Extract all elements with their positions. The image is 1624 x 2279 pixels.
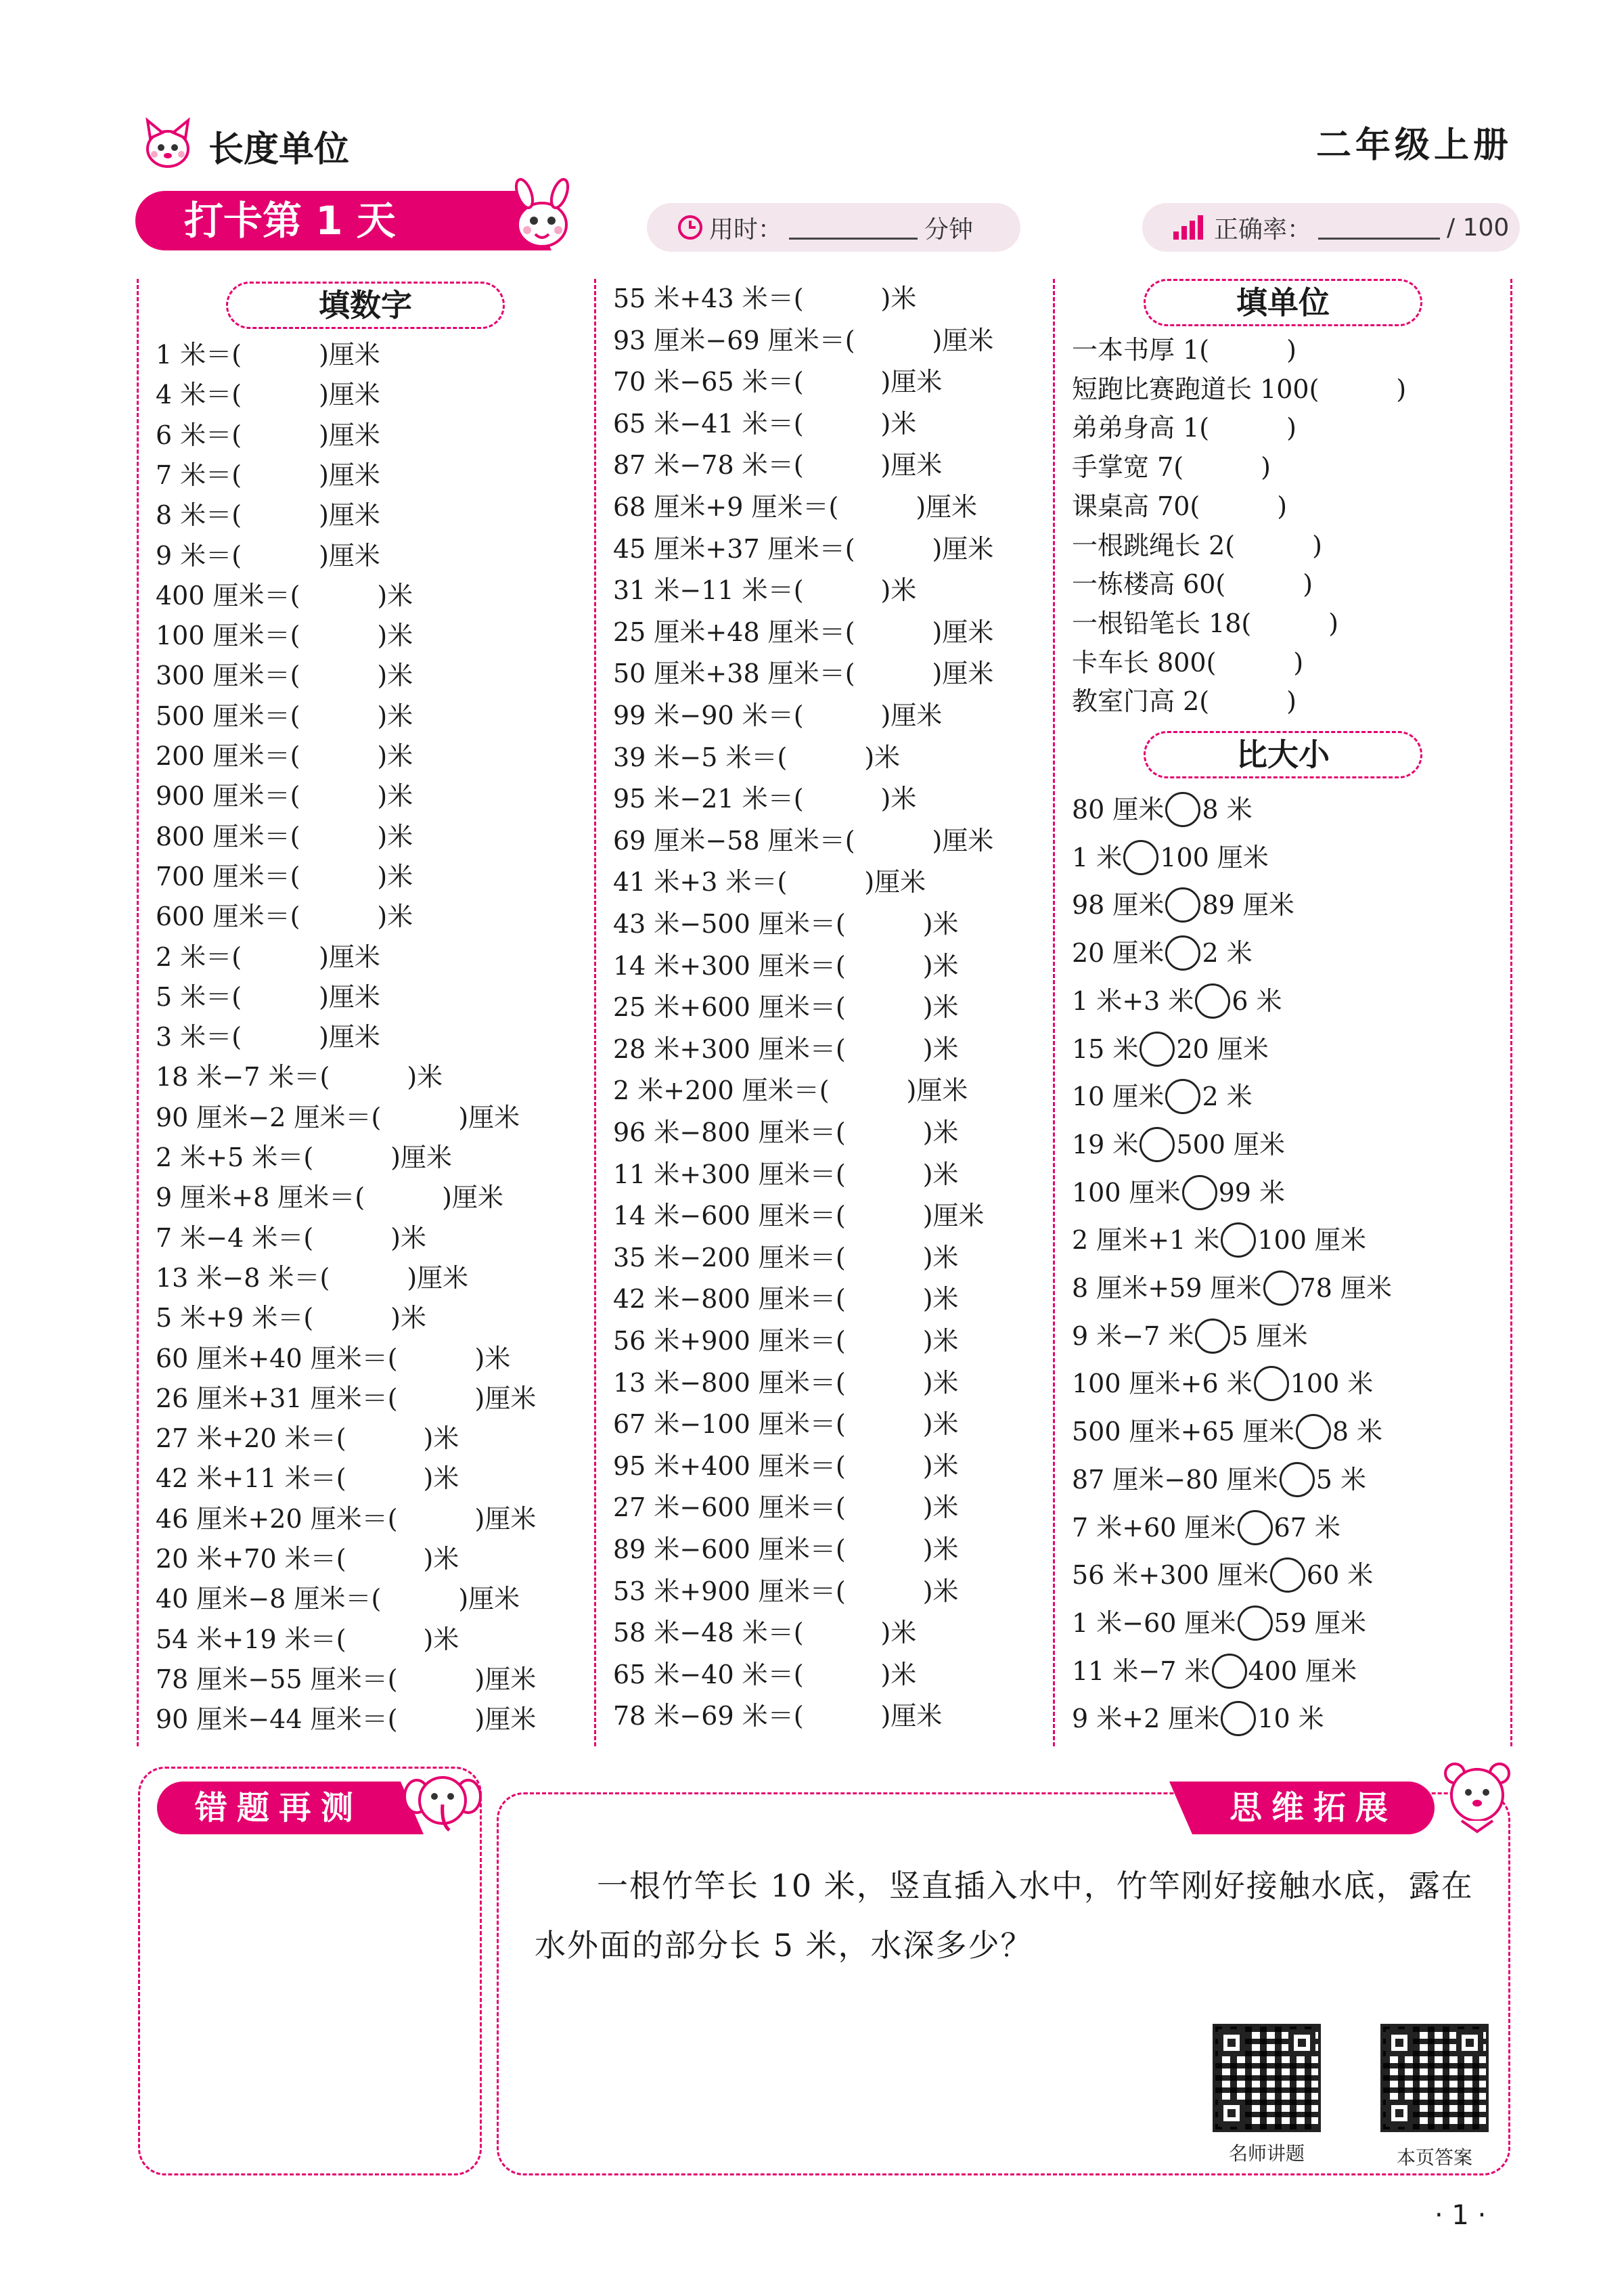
accuracy-field[interactable]: [1142, 203, 1520, 252]
compare-answer-circle[interactable]: [1238, 1606, 1273, 1641]
compare-answer-circle[interactable]: [1254, 1366, 1289, 1401]
exercise-row[interactable]: 55 米+43 米＝( )米: [613, 284, 917, 313]
compare-right: 8 米: [1332, 1417, 1383, 1447]
exercise-row[interactable]: 45 厘米+37 厘米＝( )厘米: [613, 533, 994, 564]
exercise-row[interactable]: 13 米−800 厘米＝( )米: [613, 1367, 959, 1398]
time-blank[interactable]: [789, 215, 918, 240]
exercise-row[interactable]: 2 米+200 厘米＝( )厘米: [613, 1076, 968, 1106]
answer-qr-code[interactable]: [1380, 2024, 1489, 2132]
exercise-row[interactable]: 短跑比赛跑道长 100( ): [1072, 374, 1407, 404]
compare-answer-circle[interactable]: [1263, 1270, 1299, 1306]
compare-left: 9 米−7 米: [1072, 1321, 1194, 1351]
exercise-row[interactable]: 一本书厚 1( ): [1072, 335, 1296, 365]
compare-row: [1072, 1606, 1366, 1641]
compare-answer-circle[interactable]: [1221, 1222, 1256, 1258]
compare-row: [1072, 935, 1253, 971]
exercise-row[interactable]: 4 米＝( )厘米: [156, 380, 380, 410]
compare-left: 10 厘米: [1072, 1082, 1165, 1112]
compare-answer-circle[interactable]: [1140, 1127, 1175, 1162]
compare-answer-circle[interactable]: [1212, 1654, 1247, 1689]
page-header-left: [135, 115, 349, 176]
compare-row: [1072, 792, 1253, 827]
exercise-row[interactable]: 96 米−800 厘米＝( )米: [613, 1118, 959, 1147]
compare-left: 87 厘米−80 厘米: [1072, 1464, 1278, 1495]
compare-left: 8 厘米+59 厘米: [1072, 1273, 1262, 1303]
accuracy-total: / 100: [1447, 213, 1510, 242]
compare-row: [1072, 1079, 1253, 1114]
exercise-row[interactable]: 手掌宽 7( ): [1072, 452, 1271, 483]
clock-icon: [677, 214, 704, 241]
column-divider: [594, 279, 596, 1746]
exercise-row[interactable]: 90 厘米−2 厘米＝( )厘米: [156, 1102, 520, 1132]
column-divider: [1053, 279, 1055, 1746]
exercise-row[interactable]: 200 厘米＝( )米: [156, 741, 413, 771]
thinking-extension-box: [497, 1792, 1510, 2175]
compare-answer-circle[interactable]: [1270, 1557, 1305, 1593]
exercise-row[interactable]: 87 米−78 米＝( )厘米: [613, 450, 943, 481]
exercise-row[interactable]: 9 米＝( )厘米: [156, 540, 380, 571]
compare-right: 89 厘米: [1202, 890, 1294, 921]
exercise-row[interactable]: 100 厘米＝( )米: [156, 621, 413, 651]
compare-left: 98 厘米: [1072, 890, 1165, 921]
compare-right: 5 厘米: [1232, 1321, 1308, 1351]
exercise-row[interactable]: 900 厘米＝( )米: [156, 781, 413, 812]
exercise-row[interactable]: 95 米−21 米＝( )米: [613, 784, 917, 814]
elephant-mascot-icon: [402, 1763, 483, 1841]
compare-row: [1072, 1032, 1269, 1067]
compare-answer-circle[interactable]: [1165, 792, 1200, 827]
compare-right: 99 米: [1218, 1177, 1286, 1208]
unit-title: 长度单位: [208, 129, 350, 170]
page-number: · 1 ·: [1435, 2200, 1487, 2231]
exercise-row[interactable]: 课桌高 70( ): [1072, 491, 1288, 521]
accuracy-blank[interactable]: [1318, 215, 1440, 240]
compare-right: 78 厘米: [1299, 1273, 1392, 1303]
exercise-row[interactable]: 500 厘米＝( )米: [156, 701, 413, 731]
qr-label-teacher: 名师讲题: [1228, 2142, 1305, 2165]
exercise-row[interactable]: 14 米−600 厘米＝( )厘米: [613, 1201, 985, 1231]
exercise-row[interactable]: 93 厘米−69 厘米＝( )厘米: [613, 325, 994, 355]
exercise-row[interactable]: 25 厘米+48 厘米＝( )厘米: [613, 617, 994, 647]
exercise-row[interactable]: 50 厘米+38 厘米＝( )厘米: [613, 659, 994, 689]
compare-answer-circle[interactable]: [1182, 1175, 1217, 1210]
compare-row: [1072, 1414, 1382, 1449]
exercise-row[interactable]: 20 米+70 米＝( )米: [156, 1544, 459, 1574]
exercise-row[interactable]: 95 米+400 厘米＝( )米: [613, 1451, 959, 1481]
compare-answer-circle[interactable]: [1296, 1414, 1331, 1449]
exercise-row[interactable]: 42 米−800 厘米＝( )米: [613, 1284, 959, 1314]
compare-left: 80 厘米: [1072, 795, 1165, 824]
exercise-row[interactable]: 90 厘米−44 厘米＝( )厘米: [156, 1704, 537, 1735]
compare-row: [1072, 1222, 1366, 1258]
exercise-row[interactable]: 99 米−90 米＝( )厘米: [613, 701, 943, 730]
exercise-row[interactable]: 78 米−69 米＝( )厘米: [613, 1701, 943, 1731]
exercise-row[interactable]: 5 米+9 米＝( )米: [156, 1303, 427, 1333]
exercise-row[interactable]: 300 厘米＝( )米: [156, 661, 413, 691]
wrong-retest-tag: 错题再测: [157, 1782, 401, 1834]
compare-row: [1072, 887, 1294, 923]
exercise-row[interactable]: 18 米−7 米＝( )米: [156, 1062, 443, 1092]
compare-row: [1072, 1270, 1392, 1306]
compare-left: 7 米+60 厘米: [1072, 1512, 1236, 1543]
exercise-row[interactable]: 8 米＝( )厘米: [156, 500, 380, 531]
compare-answer-circle[interactable]: [1123, 840, 1158, 875]
exercise-row[interactable]: 39 米−5 米＝( )米: [613, 742, 901, 772]
exercise-row[interactable]: 27 米+20 米＝( )米: [156, 1423, 459, 1454]
qr-label-answer: 本页答案: [1396, 2146, 1472, 2169]
exercise-row[interactable]: 400 厘米＝( )米: [156, 580, 413, 611]
compare-right: 60 米: [1306, 1560, 1374, 1591]
compare-answer-circle[interactable]: [1195, 983, 1230, 1019]
exercise-row[interactable]: 27 米−600 厘米＝( )米: [613, 1492, 959, 1523]
exercise-row[interactable]: 11 米+300 厘米＝( )米: [613, 1159, 959, 1189]
exercise-row[interactable]: 9 厘米+8 厘米＝( )厘米: [156, 1182, 504, 1213]
column-divider: [137, 279, 139, 1746]
teacher-video-qr-code[interactable]: [1213, 2024, 1321, 2132]
exercise-row[interactable]: 800 厘米＝( )米: [156, 821, 413, 851]
exercise-row[interactable]: 60 厘米+40 厘米＝( )米: [156, 1343, 511, 1373]
compare-answer-circle[interactable]: [1140, 1032, 1175, 1067]
compare-right: 100 米: [1290, 1369, 1374, 1399]
grade-label: 二年级上册: [1315, 125, 1512, 166]
column-divider: [1510, 279, 1512, 1746]
exercise-row[interactable]: 40 厘米−8 厘米＝( )厘米: [156, 1584, 520, 1614]
compare-row: [1072, 1319, 1308, 1354]
section-title-fill-units: 填单位: [1144, 279, 1422, 326]
compare-row: [1072, 983, 1282, 1019]
compare-left: 100 厘米+6 米: [1072, 1369, 1253, 1399]
exercise-row[interactable]: 65 米−40 米＝( )米: [613, 1659, 917, 1689]
exercise-row[interactable]: 70 米−65 米＝( )厘米: [613, 367, 943, 397]
compare-answer-circle[interactable]: [1165, 887, 1200, 923]
exercise-row[interactable]: 35 米−200 厘米＝( )米: [613, 1242, 959, 1273]
compare-row: [1072, 1654, 1357, 1689]
compare-right: 2 米: [1202, 938, 1253, 969]
exercise-row[interactable]: 54 米+19 米＝( )米: [156, 1624, 459, 1654]
compare-right: 100 厘米: [1257, 1225, 1366, 1256]
exercise-row[interactable]: 教室门高 2( ): [1072, 686, 1296, 717]
exercise-row[interactable]: 78 厘米−55 厘米＝( )厘米: [156, 1664, 537, 1694]
compare-right: 67 米: [1273, 1512, 1340, 1543]
compare-left: 20 厘米: [1072, 938, 1165, 969]
exercise-row[interactable]: 7 米−4 米＝( )米: [156, 1222, 427, 1253]
thinking-extension-tag: 思维拓展: [1192, 1782, 1435, 1834]
compare-row: [1072, 840, 1269, 875]
exercise-row[interactable]: 41 米+3 米＝( )厘米: [613, 867, 926, 898]
exercise-row[interactable]: 1 米＝( )厘米: [156, 340, 380, 370]
time-unit: 分钟: [924, 215, 974, 244]
exercise-row[interactable]: 2 米+5 米＝( )厘米: [156, 1143, 453, 1172]
exercise-row[interactable]: 13 米−8 米＝( )厘米: [156, 1262, 469, 1293]
compare-right: 10 米: [1257, 1704, 1324, 1734]
exercise-row[interactable]: 700 厘米＝( )米: [156, 861, 413, 891]
compare-left: 15 米: [1072, 1034, 1139, 1064]
compare-answer-circle[interactable]: [1165, 1079, 1200, 1114]
compare-left: 1 米−60 厘米: [1072, 1608, 1236, 1638]
compare-answer-circle[interactable]: [1195, 1319, 1230, 1354]
exercise-row[interactable]: 58 米−48 米＝( )米: [613, 1618, 917, 1648]
compare-row: [1072, 1462, 1366, 1497]
compare-left: 1 米+3 米: [1072, 986, 1194, 1016]
kangaroo-mascot-icon: [497, 177, 585, 265]
exercise-row[interactable]: 69 厘米−58 厘米＝( )厘米: [613, 825, 994, 856]
exercise-row[interactable]: 46 厘米+20 厘米＝( )厘米: [156, 1503, 537, 1534]
accuracy-label: 正确率：: [1214, 215, 1312, 244]
compare-right: 5 米: [1315, 1464, 1366, 1495]
compare-left: 19 米: [1072, 1129, 1139, 1159]
time-used-field[interactable]: [647, 203, 1020, 252]
exercise-row[interactable]: 28 米+300 厘米＝( )米: [613, 1034, 959, 1064]
exercise-row[interactable]: 一根跳绳长 2( ): [1072, 530, 1322, 560]
exercise-row[interactable]: 67 米−100 厘米＝( )米: [613, 1409, 959, 1440]
exercise-row[interactable]: 25 米+600 厘米＝( )米: [613, 992, 959, 1023]
day-banner: 打卡第 1 天: [135, 191, 524, 250]
compare-left: 56 米+300 厘米: [1072, 1560, 1269, 1591]
exercise-row[interactable]: 一栋楼高 60( ): [1072, 569, 1313, 600]
exercise-row[interactable]: 53 米+900 厘米＝( )米: [613, 1576, 959, 1606]
exercise-row[interactable]: 3 米＝( )厘米: [156, 1022, 380, 1053]
compare-right: 6 米: [1232, 986, 1282, 1016]
exercise-row[interactable]: 31 米−11 米＝( )米: [613, 575, 917, 606]
compare-right: 59 厘米: [1273, 1608, 1366, 1638]
compare-left: 1 米: [1072, 842, 1123, 872]
compare-right: 400 厘米: [1248, 1656, 1357, 1686]
exercise-row[interactable]: 43 米−500 厘米＝( )米: [613, 909, 959, 939]
compare-right: 2 米: [1202, 1082, 1253, 1112]
compare-right: 8 米: [1202, 795, 1253, 824]
exercise-row[interactable]: 65 米−41 米＝( )米: [613, 408, 917, 439]
compare-left: 11 米−7 米: [1072, 1656, 1211, 1686]
thinking-problem-text: 一根竹竿长 10 米，竖直插入水中，竹竿刚好接触水底，露在水外面的部分长 5 米，水深多少？: [535, 1867, 1474, 1964]
compare-answer-circle[interactable]: [1221, 1701, 1256, 1736]
exercise-row[interactable]: 14 米+300 厘米＝( )米: [613, 950, 959, 981]
compare-answer-circle[interactable]: [1165, 935, 1200, 971]
compare-row: [1072, 1701, 1324, 1736]
compare-row: [1072, 1557, 1373, 1593]
compare-row: [1072, 1175, 1285, 1210]
compare-right: 20 厘米: [1176, 1034, 1269, 1064]
compare-right: 100 厘米: [1160, 842, 1269, 872]
exercise-row[interactable]: 卡车长 800( ): [1072, 647, 1304, 678]
exercise-row[interactable]: 6 米＝( )厘米: [156, 420, 380, 450]
section-title-compare: 比大小: [1144, 731, 1422, 778]
compare-row: [1072, 1366, 1373, 1401]
time-label: 用时：: [709, 215, 783, 244]
exercise-row[interactable]: 弟弟身高 1( ): [1072, 413, 1296, 443]
exercise-row[interactable]: 89 米−600 厘米＝( )米: [613, 1534, 959, 1564]
compare-right: 500 厘米: [1176, 1129, 1286, 1159]
exercise-row[interactable]: 600 厘米＝( )米: [156, 902, 413, 932]
compare-left: 2 厘米+1 米: [1072, 1225, 1220, 1256]
bar-chart-icon: [1172, 214, 1209, 241]
exercise-row[interactable]: 2 米＝( )厘米: [156, 942, 380, 972]
exercise-row[interactable]: 42 米+11 米＝( )米: [156, 1463, 459, 1494]
exercise-row[interactable]: 68 厘米+9 厘米＝( )厘米: [613, 492, 978, 522]
compare-left: 100 厘米: [1072, 1177, 1181, 1208]
compare-answer-circle[interactable]: [1238, 1510, 1273, 1545]
compare-row: [1072, 1127, 1285, 1162]
bear-mascot-icon: [1435, 1753, 1520, 1838]
compare-answer-circle[interactable]: [1280, 1462, 1315, 1497]
exercise-row[interactable]: 26 厘米+31 厘米＝( )厘米: [156, 1383, 537, 1413]
compare-row: [1072, 1510, 1340, 1545]
compare-left: 9 米+2 厘米: [1072, 1704, 1220, 1734]
section-title-fill-numbers: 填数字: [226, 282, 505, 329]
exercise-row[interactable]: 5 米＝( )厘米: [156, 981, 380, 1012]
cat-mascot-icon: [135, 115, 200, 176]
exercise-row[interactable]: 56 米+900 厘米＝( )米: [613, 1326, 959, 1356]
compare-left: 500 厘米+65 厘米: [1072, 1417, 1294, 1447]
exercise-row[interactable]: 7 米＝( )厘米: [156, 460, 380, 490]
exercise-row[interactable]: 一根铅笔长 18( ): [1072, 608, 1339, 638]
